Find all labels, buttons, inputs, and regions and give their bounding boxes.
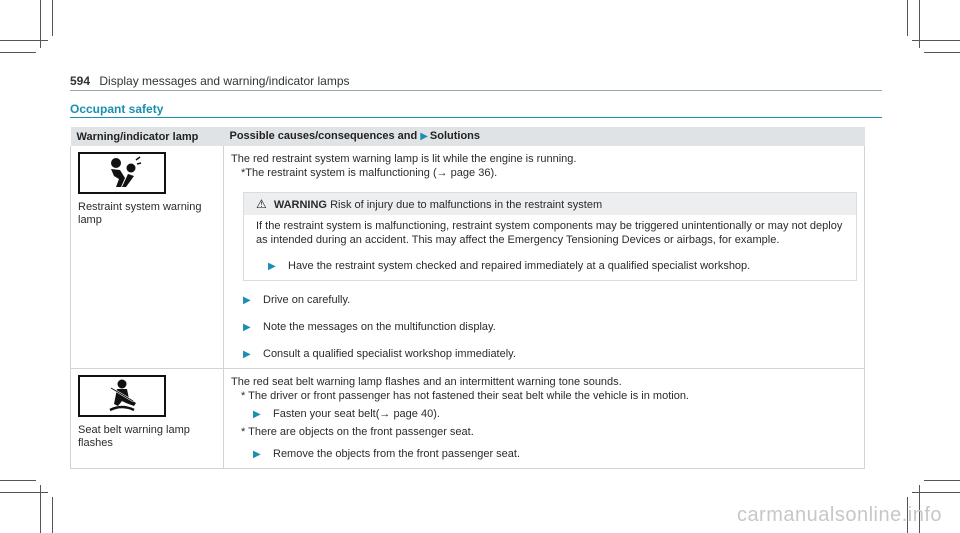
crop-mark xyxy=(0,492,48,493)
page-number: 594 xyxy=(70,74,91,88)
list-item xyxy=(231,407,857,422)
triangle-right-icon: ▶ xyxy=(243,295,251,306)
column-header-lamp: Warning/indicator lamp xyxy=(71,127,224,146)
list-item xyxy=(231,347,857,362)
warning-lamp-table xyxy=(70,127,865,469)
triangle-right-icon: ▶ xyxy=(243,322,251,333)
warning-box-body xyxy=(244,215,856,280)
section-title: Occupant safety xyxy=(70,102,164,116)
list-item xyxy=(231,320,857,335)
table-row xyxy=(71,369,865,469)
crop-mark xyxy=(912,492,960,493)
triangle-right-icon: ▶ xyxy=(253,409,261,420)
causes-cell xyxy=(224,146,865,369)
warning-heading: Risk of injury due to malfunctions in the restraint system xyxy=(330,199,603,211)
section-rule xyxy=(70,117,882,118)
cause-item: *The restraint system is malfunctioning (→ page 36). xyxy=(241,167,498,179)
column-header-causes-text: Possible causes/consequences and xyxy=(229,130,418,142)
page-header-title: Display messages and warning/indicator lamps xyxy=(99,74,350,88)
crop-mark xyxy=(0,52,36,53)
warning-action: Have the restraint system checked and repaired immediately at a qualified specialist workshop. xyxy=(288,260,751,272)
crop-mark xyxy=(52,0,53,36)
crop-mark xyxy=(52,497,53,533)
solution-text: Drive on carefully. xyxy=(263,294,351,306)
warning-text: If the restraint system is malfunctioning, restraint system components may be triggered unintentionally or may not deploy as intended during an accident. This may affect the Emergency Tensioning Devices or airbags, for example. xyxy=(256,220,843,246)
warning-triangle-icon: ⚠ xyxy=(256,197,267,211)
cause-intro: The red seat belt warning lamp flashes and an intermittent warning tone sounds. xyxy=(231,376,622,388)
crop-mark xyxy=(912,40,960,41)
list-item xyxy=(256,259,848,274)
crop-mark xyxy=(0,40,48,41)
crop-mark xyxy=(924,480,960,481)
crop-mark xyxy=(924,52,960,53)
lamp-cell xyxy=(71,369,224,469)
airbag-icon xyxy=(78,152,166,194)
table-header-row xyxy=(71,127,865,146)
warning-box-header xyxy=(244,193,856,215)
triangle-right-icon: ▶ xyxy=(253,449,261,460)
table-row xyxy=(71,146,865,369)
lamp-label: Seat belt warning lamp flashes xyxy=(78,424,190,449)
column-header-causes xyxy=(224,127,865,146)
column-header-solutions-text: Solutions xyxy=(429,130,481,142)
list-item xyxy=(231,293,857,308)
causes-cell xyxy=(224,369,865,469)
cause-item: * There are objects on the front passenger seat. xyxy=(241,426,474,438)
triangle-right-icon: ▶ xyxy=(243,349,251,360)
solution-text: Note the messages on the multifunction display. xyxy=(263,321,496,333)
page-header xyxy=(70,74,350,88)
lamp-label: Restraint system warning lamp xyxy=(78,201,202,226)
crop-mark xyxy=(907,0,908,36)
lamp-cell xyxy=(71,146,224,369)
cause-item: * The driver or front passenger has not fastened their seat belt while the vehicle is in motion. xyxy=(241,390,689,402)
warning-box xyxy=(243,192,857,281)
seat-belt-icon xyxy=(78,375,166,417)
triangle-right-icon: ▶ xyxy=(420,131,428,142)
warning-label: WARNING xyxy=(273,199,327,211)
triangle-right-icon: ▶ xyxy=(268,261,276,272)
watermark: carmanualsonline.info xyxy=(736,504,942,526)
cause-intro: The red restraint system warning lamp is lit while the engine is running. xyxy=(231,153,577,165)
solution-text: Consult a qualified specialist workshop immediately. xyxy=(263,348,516,360)
crop-mark xyxy=(0,480,36,481)
list-item xyxy=(231,447,857,462)
solution-text: Remove the objects from the front passenger seat. xyxy=(273,448,521,460)
solution-text: Fasten your seat belt(→ page 40). xyxy=(273,408,440,420)
header-rule xyxy=(70,90,882,91)
